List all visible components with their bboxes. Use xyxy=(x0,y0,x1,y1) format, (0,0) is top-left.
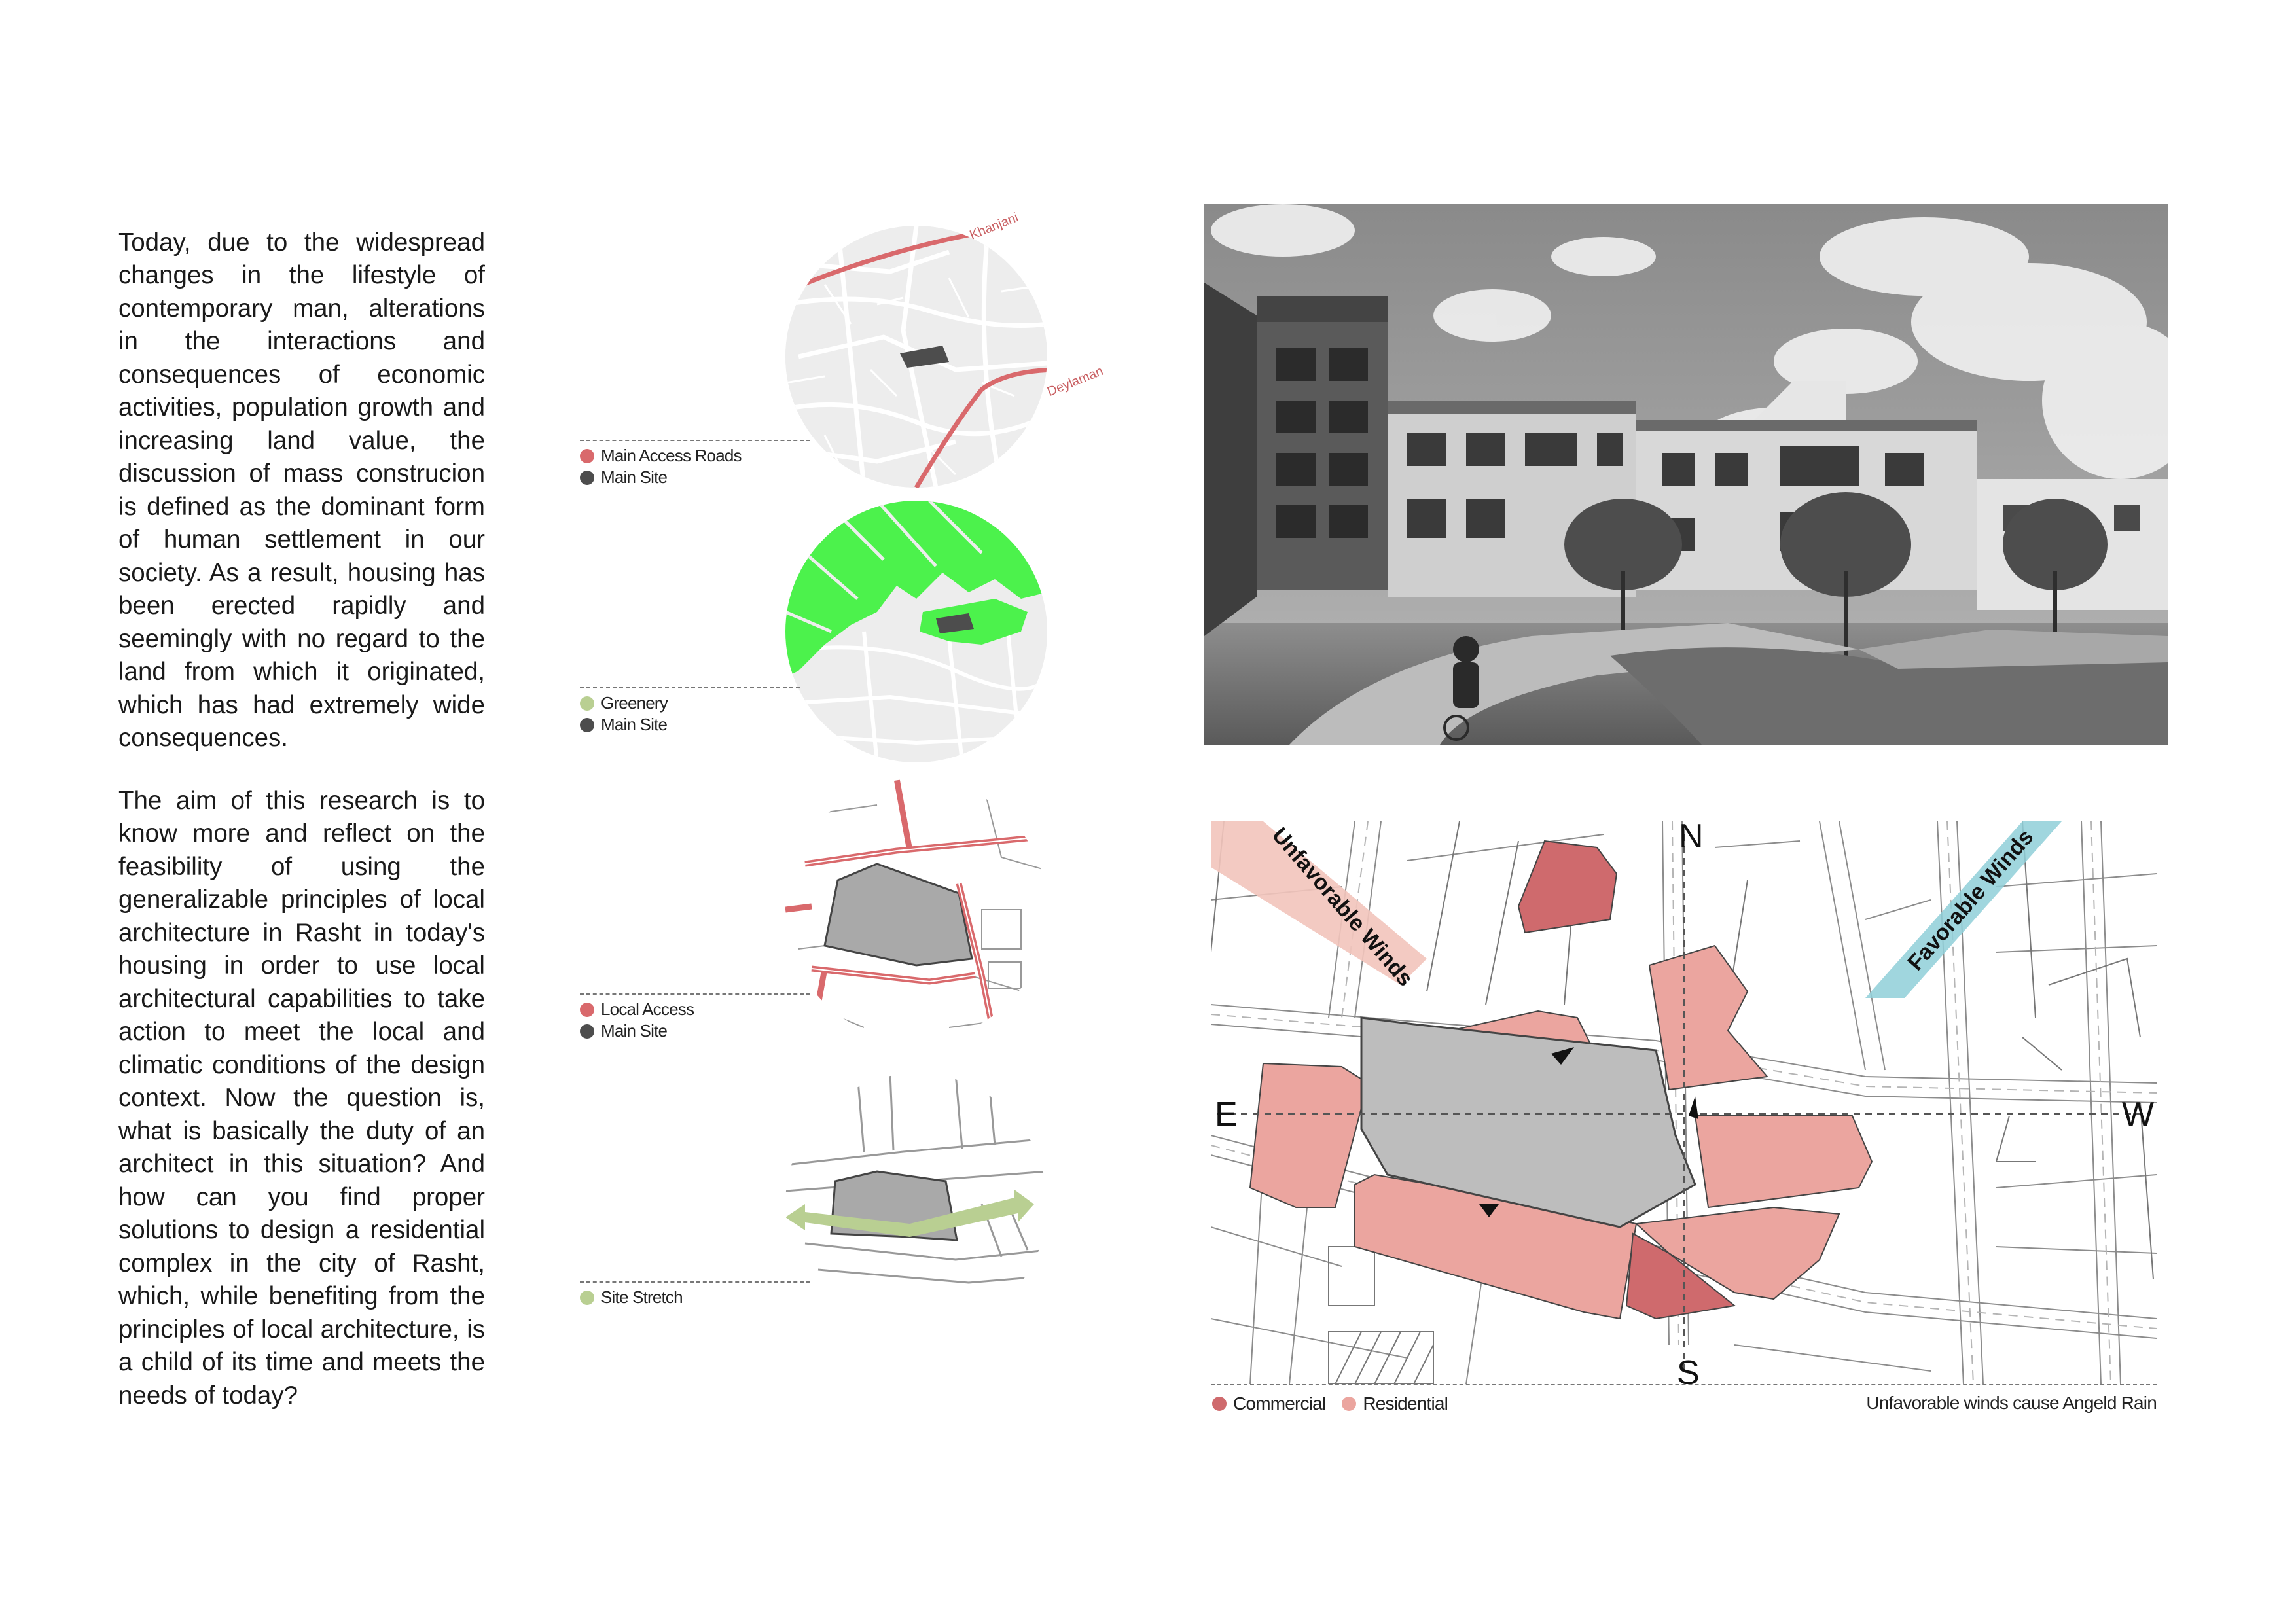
plan-baseline xyxy=(1211,1384,2157,1385)
legend-item xyxy=(580,999,694,1020)
legend-swatch xyxy=(580,1024,594,1039)
favorable-winds-label: Favorable Winds xyxy=(1903,825,2039,976)
perspective-rendering xyxy=(1204,204,2168,745)
intro-paragraph: Today, due to the widespread changes in the lifestyle of contemporary man, alterations in the interactions and consequences of economic activities, population growth and increasing land value, the discussion of mass construcion is defined as the dominant form of human settlement in our society. As a result, housing has been erected rapidly and seemingly with no regard to the land from which it originated, which has had extremely wide consequences. xyxy=(118,228,485,752)
road-label-deylaman: Deylaman xyxy=(1045,363,1105,400)
access-roads-map xyxy=(785,226,1047,488)
greenery-legend xyxy=(580,692,668,736)
legend-leader-line xyxy=(580,440,810,441)
legend-label: Main Access Roads xyxy=(601,446,742,465)
legend-label: Site Stretch xyxy=(601,1287,683,1307)
road-label-khanjani: Khanjani xyxy=(967,210,1020,243)
greenery-map xyxy=(785,501,1047,762)
legend-label: Residential xyxy=(1363,1393,1448,1414)
legend-item xyxy=(580,1287,683,1308)
legend-label: Main Site xyxy=(601,1021,668,1041)
access-roads-legend xyxy=(580,445,742,488)
legend-swatch xyxy=(580,696,594,711)
compass-east: E xyxy=(1215,1096,1238,1133)
legend-swatch xyxy=(580,471,594,485)
legend-item xyxy=(580,467,742,488)
research-aim-paragraph: The aim of this research is to know more and reflect on the feasibility of using the generalizable principles of local architecture in Rasht in today's housing in order to use local architectural capabilities to take action to meet the local and climatic conditions of the design context. Now the question is, what is basically the duty of an architect in this situation? And how can you find proper solutions to design a residential complex in the city of Rasht, which, while benefiting from the principles of local architecture, is a child of its time and meets the needs of today? xyxy=(118,786,485,1410)
unfavorable-winds-label: Unfavorable Winds xyxy=(1266,823,1418,991)
legend-label: Commercial xyxy=(1233,1393,1326,1414)
site-stretch-map xyxy=(785,1073,1047,1335)
legend-swatch xyxy=(1342,1397,1356,1411)
legend-item xyxy=(580,692,668,714)
site-stretch-legend xyxy=(580,1287,683,1308)
legend-label: Main Site xyxy=(601,715,668,734)
legend-swatch xyxy=(1212,1397,1227,1411)
compass-west: W xyxy=(2122,1096,2155,1133)
local-access-map xyxy=(785,779,1047,1041)
legend-leader-line xyxy=(580,687,800,688)
legend-swatch xyxy=(580,1003,594,1017)
legend-item xyxy=(1212,1393,1325,1414)
compass-north: N xyxy=(1679,821,1704,855)
legend-label: Main Site xyxy=(601,467,668,487)
legend-leader-line xyxy=(580,1281,810,1283)
legend-swatch xyxy=(580,449,594,463)
legend-item xyxy=(580,714,668,736)
legend-item xyxy=(580,445,742,467)
site-plan-legend xyxy=(1212,1393,1448,1416)
legend-label: Local Access xyxy=(601,999,694,1019)
local-access-legend xyxy=(580,999,694,1042)
legend-swatch xyxy=(580,1291,594,1305)
legend-item xyxy=(1342,1393,1448,1414)
site-plan xyxy=(1211,821,2157,1384)
site-plan-note: Unfavorable winds cause Angeld Rain xyxy=(1866,1393,2157,1413)
legend-item xyxy=(580,1020,694,1042)
legend-leader-line xyxy=(580,993,810,995)
legend-swatch xyxy=(580,718,594,732)
compass-south: S xyxy=(1677,1354,1700,1384)
legend-label: Greenery xyxy=(601,693,668,713)
